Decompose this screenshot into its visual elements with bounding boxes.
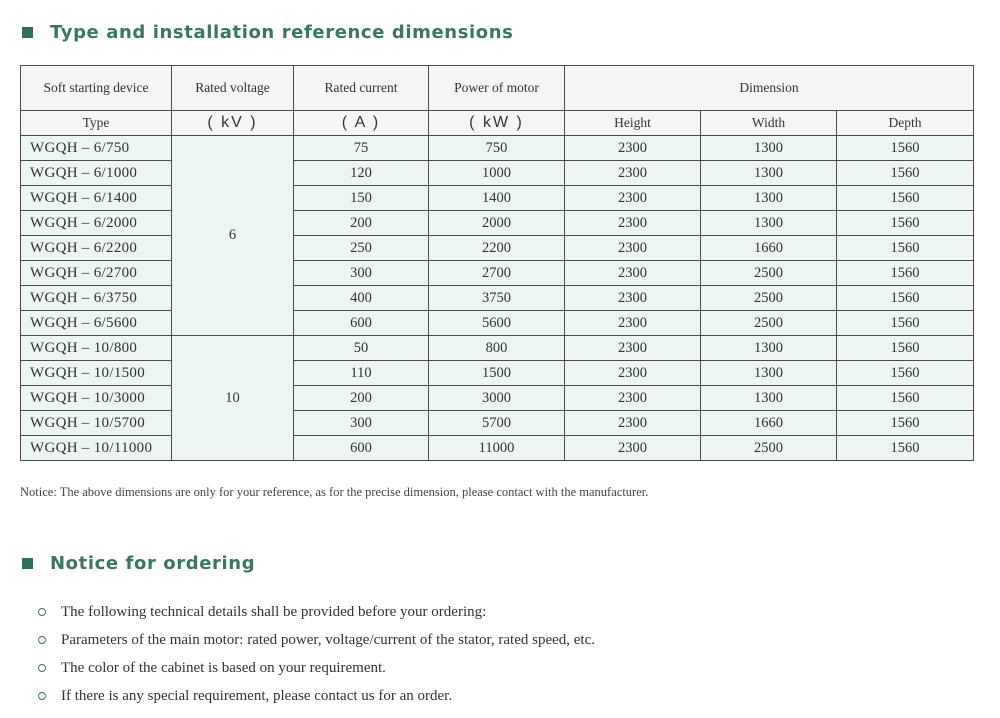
height-cell: 2300 bbox=[565, 261, 701, 286]
list-item bbox=[38, 654, 595, 682]
dimension-notice: Notice: The above dimensions are only for your reference, as for the precise dimension, please contact with the manufacturer. bbox=[20, 485, 649, 499]
circle-bullet-icon bbox=[38, 636, 46, 644]
power-cell: 1400 bbox=[429, 186, 565, 211]
power-cell: 3000 bbox=[429, 386, 565, 411]
height-cell: 2300 bbox=[565, 161, 701, 186]
depth-cell: 1560 bbox=[837, 336, 974, 361]
type-cell: WGQH – 10/3000 bbox=[21, 386, 172, 411]
power-cell: 2000 bbox=[429, 211, 565, 236]
table-row bbox=[21, 411, 974, 436]
power-cell: 2200 bbox=[429, 236, 565, 261]
height-cell: 2300 bbox=[565, 386, 701, 411]
power-cell: 5700 bbox=[429, 411, 565, 436]
depth-cell: 1560 bbox=[837, 161, 974, 186]
depth-cell: 1560 bbox=[837, 436, 974, 461]
list-item bbox=[38, 626, 595, 654]
circle-bullet-icon bbox=[38, 664, 46, 672]
current-cell: 110 bbox=[294, 361, 429, 386]
header-type: Type bbox=[21, 111, 172, 136]
header-voltage-unit: ( kV ) bbox=[172, 111, 294, 136]
current-cell: 300 bbox=[294, 261, 429, 286]
square-icon bbox=[22, 558, 33, 569]
height-cell: 2300 bbox=[565, 436, 701, 461]
type-cell: WGQH – 10/11000 bbox=[21, 436, 172, 461]
type-cell: WGQH – 10/5700 bbox=[21, 411, 172, 436]
depth-cell: 1560 bbox=[837, 136, 974, 161]
width-cell: 1300 bbox=[701, 361, 837, 386]
list-item-text: The following technical details shall be provided before your ordering: bbox=[61, 603, 487, 620]
height-cell: 2300 bbox=[565, 311, 701, 336]
current-cell: 120 bbox=[294, 161, 429, 186]
header-power-unit: ( kW ) bbox=[429, 111, 565, 136]
type-cell: WGQH – 6/1000 bbox=[21, 161, 172, 186]
type-cell: WGQH – 6/2200 bbox=[21, 236, 172, 261]
header-height: Height bbox=[565, 111, 701, 136]
table-row bbox=[21, 386, 974, 411]
depth-cell: 1560 bbox=[837, 311, 974, 336]
type-cell: WGQH – 10/800 bbox=[21, 336, 172, 361]
section-title: Type and installation reference dimensions bbox=[50, 22, 514, 43]
current-cell: 75 bbox=[294, 136, 429, 161]
header-width: Width bbox=[701, 111, 837, 136]
ordering-list bbox=[38, 598, 595, 710]
depth-cell: 1560 bbox=[837, 261, 974, 286]
height-cell: 2300 bbox=[565, 286, 701, 311]
height-cell: 2300 bbox=[565, 236, 701, 261]
height-cell: 2300 bbox=[565, 361, 701, 386]
header-voltage: Rated voltage bbox=[172, 66, 294, 111]
current-cell: 200 bbox=[294, 386, 429, 411]
header-power: Power of motor bbox=[429, 66, 565, 111]
table-row bbox=[21, 211, 974, 236]
current-cell: 400 bbox=[294, 286, 429, 311]
current-cell: 250 bbox=[294, 236, 429, 261]
depth-cell: 1560 bbox=[837, 236, 974, 261]
dimensions-table bbox=[20, 65, 974, 461]
header-dimension: Dimension bbox=[565, 66, 974, 111]
list-item bbox=[38, 598, 595, 626]
width-cell: 1300 bbox=[701, 386, 837, 411]
section-heading-dimensions bbox=[22, 22, 513, 43]
power-cell: 3750 bbox=[429, 286, 565, 311]
height-cell: 2300 bbox=[565, 411, 701, 436]
type-cell: WGQH – 10/1500 bbox=[21, 361, 172, 386]
table-row bbox=[21, 136, 974, 161]
circle-bullet-icon bbox=[38, 608, 46, 616]
width-cell: 1300 bbox=[701, 211, 837, 236]
table-row bbox=[21, 336, 974, 361]
table-subheader-row bbox=[21, 111, 974, 136]
width-cell: 2500 bbox=[701, 286, 837, 311]
table-row bbox=[21, 361, 974, 386]
power-cell: 2700 bbox=[429, 261, 565, 286]
current-cell: 150 bbox=[294, 186, 429, 211]
width-cell: 1660 bbox=[701, 411, 837, 436]
width-cell: 2500 bbox=[701, 436, 837, 461]
list-item-text: The color of the cabinet is based on your requirement. bbox=[61, 659, 386, 676]
voltage-cell: 10 bbox=[172, 336, 294, 461]
height-cell: 2300 bbox=[565, 211, 701, 236]
height-cell: 2300 bbox=[565, 136, 701, 161]
table-row bbox=[21, 261, 974, 286]
depth-cell: 1560 bbox=[837, 286, 974, 311]
height-cell: 2300 bbox=[565, 186, 701, 211]
section-heading-ordering bbox=[22, 553, 255, 574]
table-row bbox=[21, 436, 974, 461]
square-icon bbox=[22, 27, 33, 38]
depth-cell: 1560 bbox=[837, 211, 974, 236]
power-cell: 1000 bbox=[429, 161, 565, 186]
depth-cell: 1560 bbox=[837, 361, 974, 386]
type-cell: WGQH – 6/3750 bbox=[21, 286, 172, 311]
current-cell: 600 bbox=[294, 436, 429, 461]
power-cell: 800 bbox=[429, 336, 565, 361]
table-row bbox=[21, 236, 974, 261]
table-row bbox=[21, 161, 974, 186]
type-cell: WGQH – 6/2700 bbox=[21, 261, 172, 286]
header-depth: Depth bbox=[837, 111, 974, 136]
current-cell: 50 bbox=[294, 336, 429, 361]
type-cell: WGQH – 6/750 bbox=[21, 136, 172, 161]
section-title: Notice for ordering bbox=[50, 553, 256, 574]
list-item-text: Parameters of the main motor: rated power, voltage/current of the stator, rated speed, etc. bbox=[61, 631, 596, 648]
power-cell: 11000 bbox=[429, 436, 565, 461]
table-row bbox=[21, 311, 974, 336]
type-cell: WGQH – 6/1400 bbox=[21, 186, 172, 211]
depth-cell: 1560 bbox=[837, 386, 974, 411]
current-cell: 200 bbox=[294, 211, 429, 236]
header-device: Soft starting device bbox=[21, 66, 172, 111]
list-item-text: If there is any special requirement, please contact us for an order. bbox=[61, 687, 453, 704]
width-cell: 1300 bbox=[701, 336, 837, 361]
depth-cell: 1560 bbox=[837, 186, 974, 211]
power-cell: 750 bbox=[429, 136, 565, 161]
power-cell: 1500 bbox=[429, 361, 565, 386]
table-header-row bbox=[21, 66, 974, 111]
width-cell: 1300 bbox=[701, 161, 837, 186]
voltage-cell: 6 bbox=[172, 136, 294, 336]
depth-cell: 1560 bbox=[837, 411, 974, 436]
height-cell: 2300 bbox=[565, 336, 701, 361]
width-cell: 2500 bbox=[701, 261, 837, 286]
width-cell: 1300 bbox=[701, 136, 837, 161]
header-current: Rated current bbox=[294, 66, 429, 111]
table-row bbox=[21, 186, 974, 211]
table-row bbox=[21, 286, 974, 311]
current-cell: 600 bbox=[294, 311, 429, 336]
header-current-unit: ( A ) bbox=[294, 111, 429, 136]
current-cell: 300 bbox=[294, 411, 429, 436]
width-cell: 2500 bbox=[701, 311, 837, 336]
type-cell: WGQH – 6/2000 bbox=[21, 211, 172, 236]
type-cell: WGQH – 6/5600 bbox=[21, 311, 172, 336]
width-cell: 1660 bbox=[701, 236, 837, 261]
list-item bbox=[38, 682, 595, 710]
circle-bullet-icon bbox=[38, 692, 46, 700]
power-cell: 5600 bbox=[429, 311, 565, 336]
width-cell: 1300 bbox=[701, 186, 837, 211]
